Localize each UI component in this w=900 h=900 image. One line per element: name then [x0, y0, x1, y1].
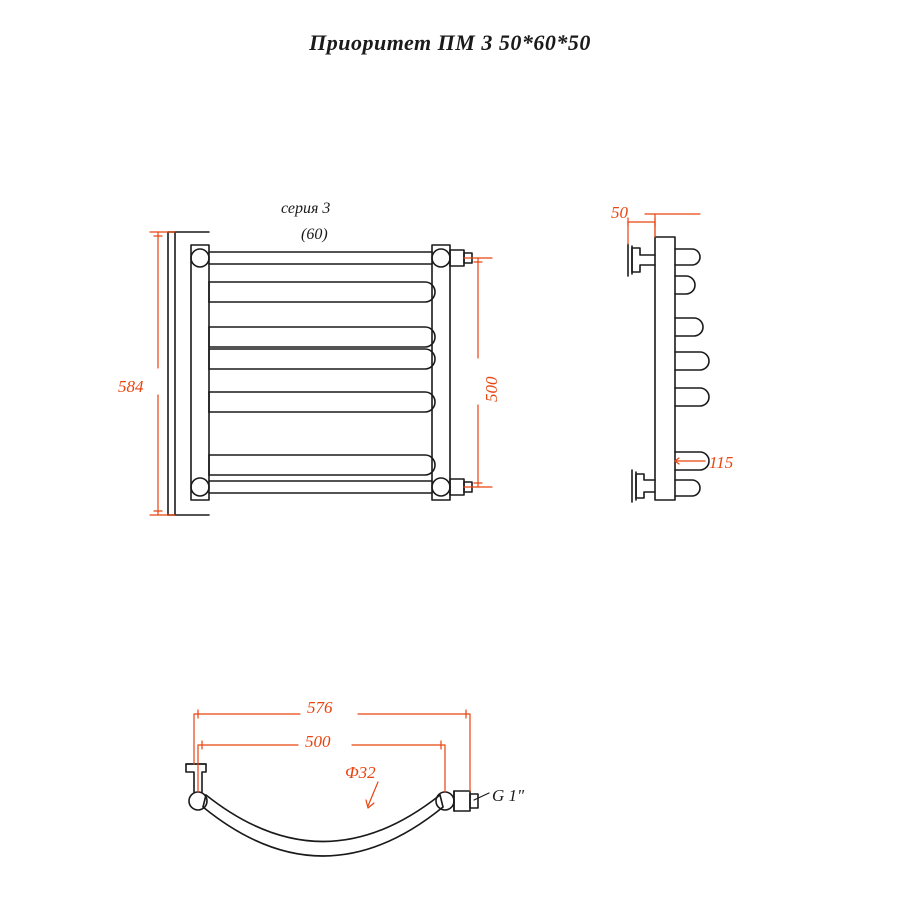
side-depth-dimension: 50: [611, 203, 628, 222]
series-label: серия 3: [281, 200, 331, 217]
front-inner-height-dimension: 500: [482, 376, 501, 402]
side-bracket-dimension: 115: [709, 453, 734, 472]
series-sub-label: (60): [301, 226, 328, 243]
front-view-group: [168, 232, 472, 515]
top-dimension-lines: [194, 710, 470, 808]
front-inner-dimension-lines: [464, 258, 492, 487]
thread-label: G 1": [492, 786, 525, 805]
front-dimension-lines: [150, 232, 175, 515]
top-overall-width-dimension: 576: [307, 698, 333, 717]
top-inner-width-dimension: 500: [305, 732, 331, 751]
page-title: Приоритет ПМ 3 50*60*50: [309, 30, 591, 55]
front-height-dimension: 584: [118, 377, 144, 396]
top-view-group: [186, 764, 478, 856]
tube-diameter-label: Ф32: [345, 763, 376, 782]
side-view-group: [628, 237, 709, 502]
